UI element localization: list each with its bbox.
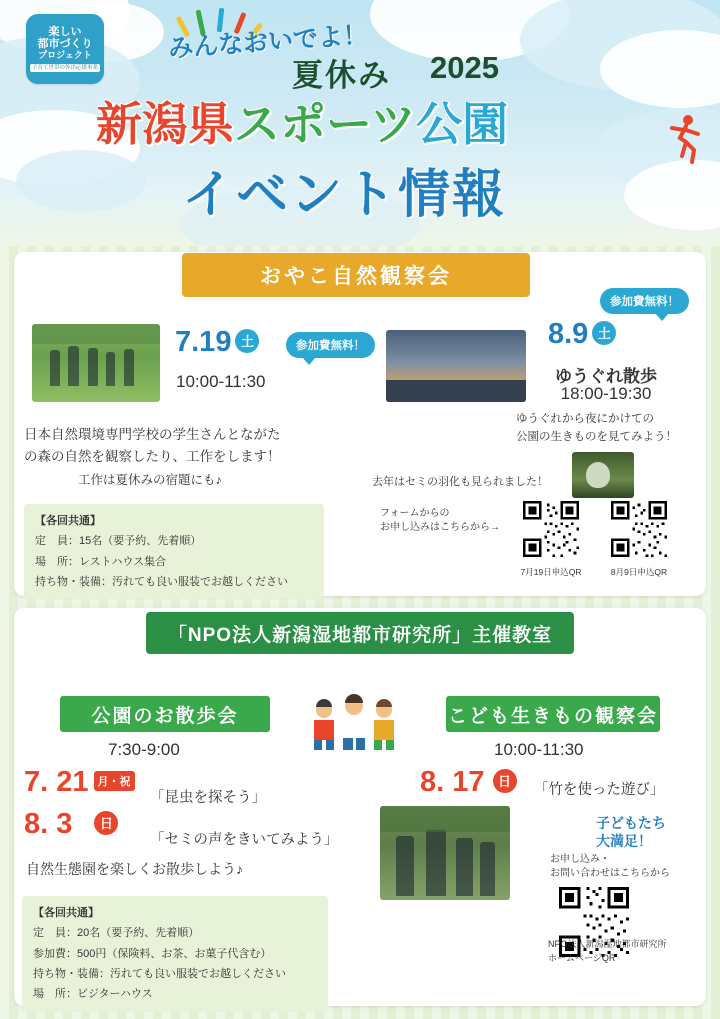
cloud-decoration (16, 150, 146, 212)
event-right-desc-2: 公園の生きものを見てみよう！ (516, 431, 677, 443)
event-0817-day-badge: 日 (493, 769, 517, 793)
event-0803-day-badge: 日 (94, 811, 118, 835)
page-title (96, 88, 508, 154)
section2-left-time: 7:30-9:00 (108, 740, 180, 759)
event-0721-date-text: 7. 21 (24, 766, 89, 798)
event-0803-title: 「セミの声をきいてみよう」 (150, 832, 339, 848)
free-badge-left: 参加費無料！ (286, 332, 375, 358)
qr-caption-npo-1: NPO法人新潟湿地都市研究所 (548, 939, 667, 949)
event-right-time: 18:00-19:30 (560, 384, 652, 403)
section2-info-heading: 【各回共通】 (33, 907, 99, 919)
year-label: 2025 (430, 50, 499, 85)
satisfied-line-1: 子どもたち (596, 815, 666, 831)
project-logo (26, 14, 104, 84)
section2-info-row-4: 場 所：ビジターハウス (33, 988, 153, 1001)
contact-line-1: お申し込み・ (550, 854, 610, 865)
runner-icon (666, 112, 704, 168)
photo-cicada (572, 452, 634, 498)
contact-line-2: お問い合わせはこちらから (550, 868, 670, 879)
event-left-date (175, 326, 259, 359)
natsuyasumi-label: 夏休み (292, 58, 391, 93)
qr-code-july19[interactable] (520, 498, 582, 560)
section2-info-row-2: 参加費：500円（保険料、お茶、お菓子代含む） (33, 947, 272, 960)
section1-heading: おやこ自然観察会 (182, 253, 530, 297)
semi-note: 去年はセミの羽化も見られました！ (372, 476, 548, 488)
section2-info-box (22, 896, 328, 1012)
section1-info-heading: 【各回共通】 (35, 515, 101, 527)
section1-info-box (24, 504, 324, 599)
event-left-day-badge: 土 (235, 329, 259, 353)
section1-desc-3: 工作は夏休みの宿題にも♪ (78, 473, 222, 487)
event-0817-date-text: 8. 17 (420, 766, 485, 798)
section1-desc-2: の森の自然を観察したり、工作をします！ (24, 449, 281, 464)
free-badge-right: 参加費無料！ (600, 288, 689, 314)
photo-sunset (386, 330, 526, 402)
section2-left-note: 自然生態園を楽しくお散歩しよう♪ (26, 861, 243, 877)
photo-kids-walking (380, 806, 510, 900)
title-part-1: 新潟県 (96, 98, 234, 150)
qr-caption-august9: 8月9日申込QR (610, 567, 668, 577)
logo-line-1: 楽しい (48, 25, 82, 38)
event-0721-day-badge: 月・祝 (94, 771, 135, 791)
kids-illustration-icon (298, 694, 410, 752)
satisfied-line-2: 大満足！ (596, 833, 652, 849)
section2-heading: 「NPO法人新潟湿地都市研究所」主催教室 (146, 612, 574, 654)
section1-info-row-1: 定 員：15名（要予約、先着順） (35, 535, 202, 548)
section1-info-row-3: 持ち物・装備：汚れても良い服装でお越しください (35, 576, 288, 589)
event-0803-date (24, 808, 118, 841)
logo-line-2: 都市づくり (37, 37, 93, 50)
form-note-1: フォームからの (380, 508, 450, 519)
hand-title: みんなおいでよ！ (167, 20, 369, 63)
event-right-day-badge: 土 (592, 321, 616, 345)
section1-desc-1: 日本自然環境専門学校の学生さんとながた (24, 427, 281, 442)
event-right-date (548, 318, 616, 351)
qr-code-august9[interactable] (608, 498, 670, 560)
section1-info-row-2: 場 所：レストハウス集合 (35, 555, 167, 568)
event-right-desc-1: ゆうぐれから夜にかけての (516, 413, 654, 425)
event-left-date-text: 7.19 (175, 326, 232, 358)
qr-caption-npo-2: ホームページQR (548, 953, 616, 963)
event-0803-date-text: 8. 3 (24, 808, 73, 840)
title-part-3: 公園 (416, 98, 509, 150)
section2-info-row-1: 定 員：20名（要予約、先着順） (33, 927, 200, 940)
section2-right-bar-title: こども生きもの観察会 (446, 696, 660, 732)
event-0817-date (420, 766, 517, 799)
photo-kids-outdoors (32, 324, 160, 402)
event-right-title: ゆうぐれ散歩 (555, 367, 657, 386)
event-0721-date (24, 766, 135, 799)
logo-line-4: 子育て世帯の外出応援事業 (31, 65, 98, 72)
section2-right-time: 10:00-11:30 (494, 740, 584, 759)
section2-left-bar-title: 公園のお散歩会 (60, 696, 270, 732)
logo-line-3: プロジェクト (38, 50, 92, 61)
event-0721-title: 「昆虫を探そう」 (150, 790, 266, 806)
qr-caption-july19: 7月19日申込QR (520, 567, 582, 577)
event-left-time: 10:00-11:30 (176, 372, 266, 391)
form-note-2: お申し込みはこちらから→ (380, 522, 500, 533)
section2-info-row-3: 持ち物・装備：汚れても良い服装でお越しください (33, 968, 286, 981)
event-right-date-text: 8.9 (548, 318, 589, 350)
page-subtitle: イベント情報 (182, 166, 507, 224)
title-part-2: スポーツ (234, 98, 417, 150)
event-0817-title: 「竹を使った遊び」 (534, 782, 665, 798)
